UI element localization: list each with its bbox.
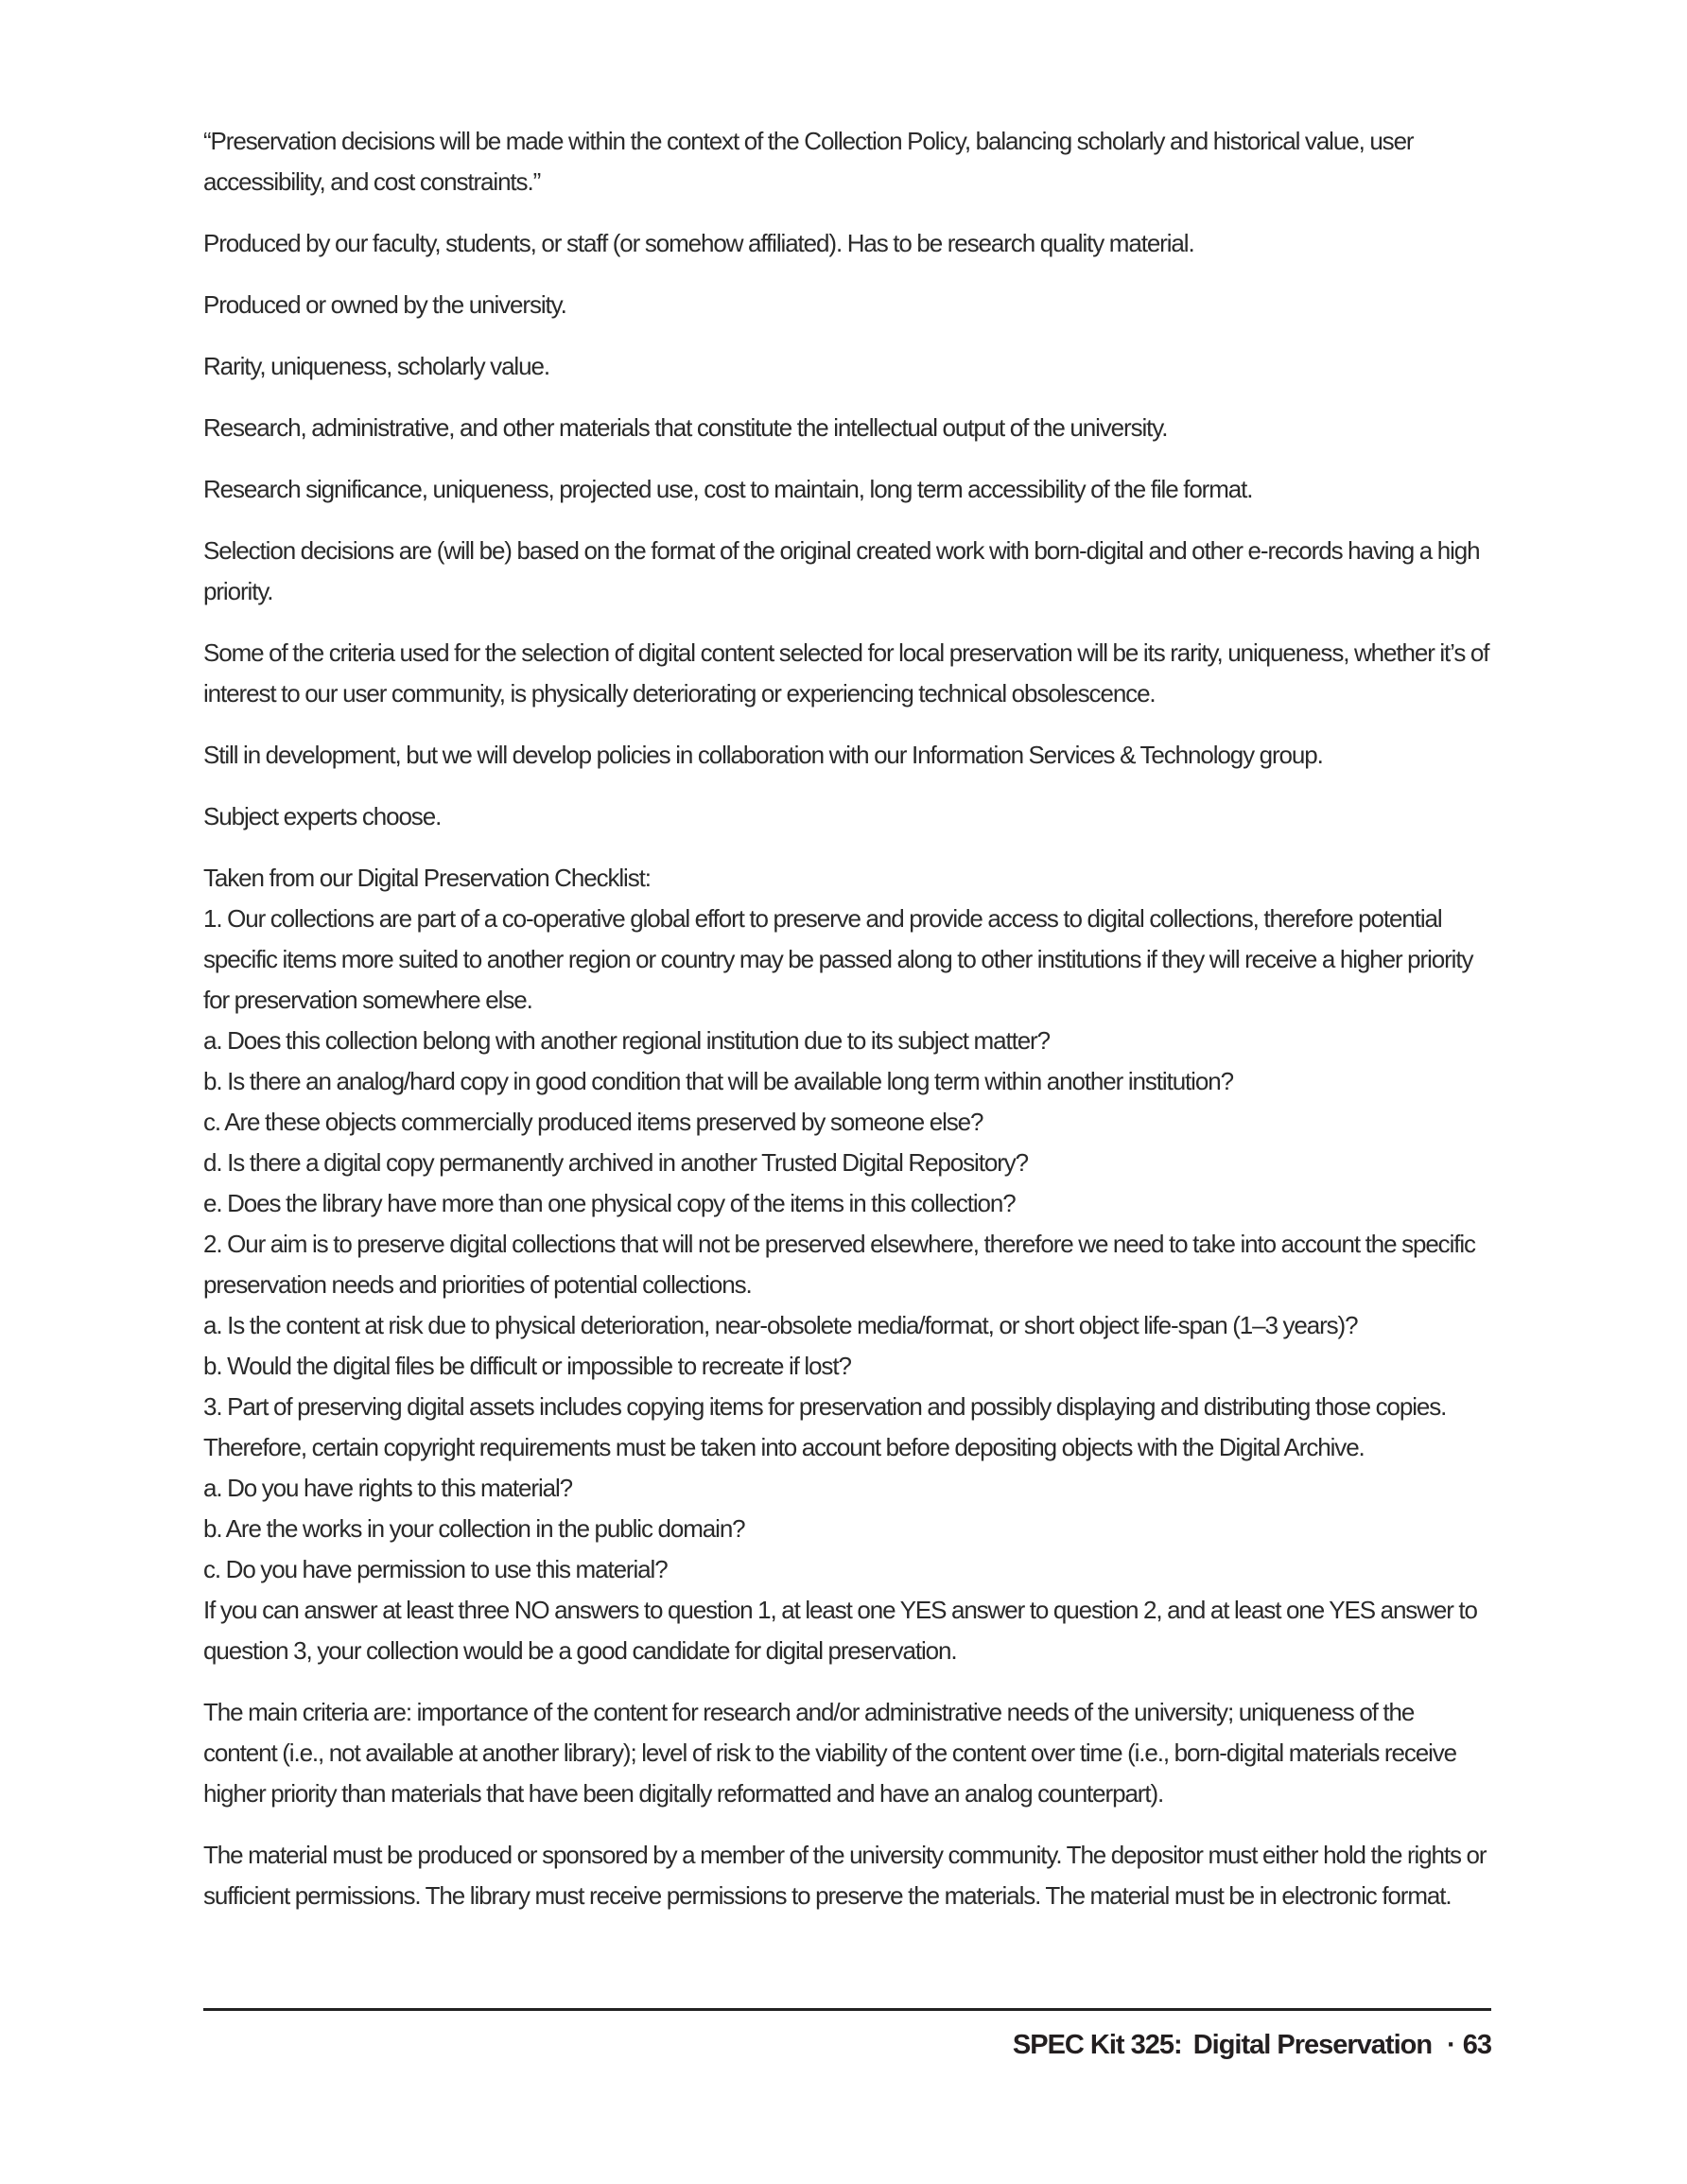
page-body (203, 121, 1492, 1937)
paragraph: Produced by our faculty, students, or staff (or somehow affiliated). Has to be research quality material. (203, 229, 1194, 257)
footer-title: Digital Preservation (1192, 2030, 1433, 2060)
footer-page-number: 63 (1462, 2030, 1491, 2060)
paragraph: The material must be produced or sponsored by a member of the university community. The depositor must either hold the rights or sufficient permissions. The library must receive permissions to preserve the materials. The material must be in electronic format. (203, 1841, 1487, 1910)
paragraph: The main criteria are: importance of the content for research and/or administrative needs of the university; uniqueness of the content (i.e., not available at another library); level of risk to the viability of the content over time (i.e., born-digital materials receive higher priority than materials that have been digitally reformatted and have an analog counterpart). (203, 1698, 1457, 1808)
paragraph: Produced or owned by the university. (203, 290, 566, 319)
footer-kit-label: SPEC Kit 325: (1012, 2030, 1182, 2060)
paragraph: Taken from our Digital Preservation Checklist: 1. Our collections are part of a co-operative global effort to preserve and provide access to digital collections, therefore potential specific items more suited to another region or country may be passed along to other institutions if they will receive a higher priority for preservation somewhere else. a. Does this collection belong with another regional institution due to its subject matter? b. Is there an analog/hard copy in good condition that will be available long term within another institution? c. Are these objects commercially produced items preserved by someone else? d. Is there a digital copy permanently archived in another Trusted Digital Repository? e. Does the library have more than one physical copy of the items in this collection? 2. Our aim is to preserve digital collections that will not be preserved elsewhere, therefore we need to take into account the specific preservation needs and priorities of potential collections. a. Is the content at risk due to physical deterioration, near-obsolete media/format, or short object life-span (1–3 years)? b. Would the digital files be difficult or impossible to recreate if lost? 3. Part of preserving digital assets includes copying items for preservation and possibly displaying and distributing those copies. Therefore, certain copyright requirements must be taken into account before depositing objects with the Digital Archive. a. Do you have rights to this material? b. Are the works in your collection in the public domain? c. Do you have permission to use this material? If you can answer at least three NO answers to question 1, at least one YES answer to question 2, and at least one YES answer to question 3, your collection would be a good candidate for digital preservation. (203, 864, 1477, 1665)
paragraph: “Preservation decisions will be made within the context of the Collection Policy, balancing scholarly and historical value, user accessibility, and cost constraints.” (203, 127, 1414, 196)
paragraph: Subject experts choose. (203, 802, 442, 830)
paragraph: Still in development, but we will develop policies in collaboration with our Information Services & Technology group. (203, 741, 1323, 769)
footer-rule (203, 2008, 1491, 2011)
paragraph: Some of the criteria used for the selection of digital content selected for local preservation will be its rarity, uniqueness, whether it’s of interest to our user community, is physically deteriorating or experiencing technical obsolescence. (203, 638, 1489, 708)
paragraph: Selection decisions are (will be) based on the format of the original created work with born-digital and other e-records having a high priority. (203, 536, 1480, 605)
page-footer (203, 2030, 1491, 2061)
paragraph: Research, administrative, and other materials that constitute the intellectual output of the university. (203, 413, 1168, 442)
footer-separator: · (1447, 2030, 1455, 2060)
paragraph: Rarity, uniqueness, scholarly value. (203, 352, 549, 380)
paragraph: Research significance, uniqueness, projected use, cost to maintain, long term accessibility of the file format. (203, 475, 1253, 503)
